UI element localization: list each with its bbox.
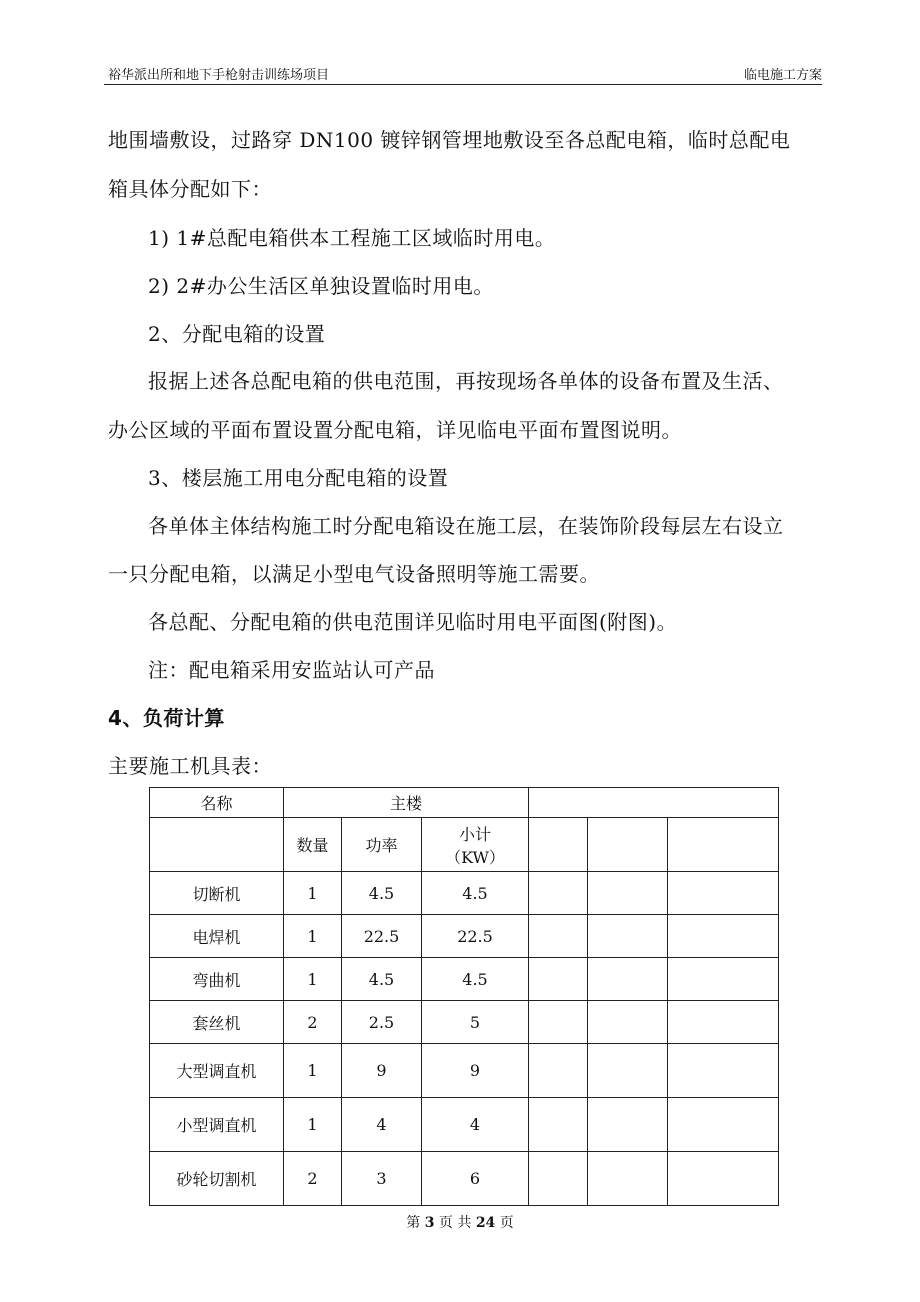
machine-quantity: 1 bbox=[284, 1098, 342, 1152]
machine-power: 4.5 bbox=[342, 958, 422, 1001]
machine-name: 砂轮切割机 bbox=[150, 1152, 284, 1206]
empty-cell bbox=[668, 872, 779, 915]
machine-power: 4 bbox=[342, 1098, 422, 1152]
empty-cell bbox=[588, 818, 668, 872]
header-divider bbox=[104, 84, 822, 85]
section-heading-3: 3、楼层施工用电分配电箱的设置 bbox=[148, 466, 449, 490]
section-heading-2: 2、分配电箱的设置 bbox=[148, 322, 326, 346]
page-footer bbox=[0, 1212, 920, 1232]
table-header-row-1 bbox=[150, 788, 779, 818]
table-row bbox=[150, 1001, 779, 1044]
machine-quantity: 2 bbox=[284, 1152, 342, 1206]
machine-quantity: 2 bbox=[284, 1001, 342, 1044]
machine-name: 套丝机 bbox=[150, 1001, 284, 1044]
paragraph-3-line-1: 各单体主体结构施工时分配电箱设在施工层，在装饰阶段每层左右设立 bbox=[148, 514, 784, 538]
empty-cell bbox=[668, 1152, 779, 1206]
paragraph-3-line-2: 一只分配电箱，以满足小型电气设备照明等施工需要。 bbox=[108, 562, 600, 586]
header-power: 功率 bbox=[342, 818, 422, 872]
header-quantity: 数量 bbox=[284, 818, 342, 872]
table-row bbox=[150, 1152, 779, 1206]
empty-cell bbox=[588, 1098, 668, 1152]
machine-table bbox=[149, 787, 779, 1206]
empty-cell bbox=[668, 818, 779, 872]
list-item-2: 2) 2#办公生活区单独设置临时用电。 bbox=[148, 274, 494, 298]
header-document-title: 临电施工方案 bbox=[743, 68, 822, 83]
table-row bbox=[150, 958, 779, 1001]
header-project-name: 裕华派出所和地下手枪射击训练场项目 bbox=[108, 68, 330, 83]
total-page-count: 24 bbox=[475, 1215, 496, 1231]
paragraph-2-line-1: 报据上述各总配电箱的供电范围，再按现场各单体的设备布置及生活、 bbox=[148, 369, 784, 393]
empty-cell bbox=[529, 818, 588, 872]
machine-subtotal: 6 bbox=[422, 1152, 529, 1206]
empty-cell bbox=[529, 872, 588, 915]
table-header-row-2 bbox=[150, 818, 779, 872]
empty-cell bbox=[668, 1001, 779, 1044]
machine-quantity: 1 bbox=[284, 1044, 342, 1098]
header-name: 名称 bbox=[150, 788, 284, 818]
machine-power: 2.5 bbox=[342, 1001, 422, 1044]
empty-cell bbox=[668, 1098, 779, 1152]
footer-gong: 共 bbox=[457, 1215, 472, 1231]
footer-di: 第 bbox=[406, 1215, 421, 1231]
empty-cell bbox=[529, 1001, 588, 1044]
paragraph-1-line-1: 地围墙敷设，过路穿 DN100 镀锌钢管埋地敷设至各总配电箱，临时总配电 bbox=[108, 128, 791, 152]
header-name-blank bbox=[150, 818, 284, 872]
machine-subtotal: 4 bbox=[422, 1098, 529, 1152]
table-row bbox=[150, 915, 779, 958]
machine-power: 3 bbox=[342, 1152, 422, 1206]
section-heading-4: 4、负荷计算 bbox=[108, 706, 225, 730]
machine-name: 切断机 bbox=[150, 872, 284, 915]
table-row bbox=[150, 1044, 779, 1098]
machine-quantity: 1 bbox=[284, 872, 342, 915]
header-subtotal bbox=[422, 818, 529, 872]
empty-cell bbox=[588, 958, 668, 1001]
machine-name: 小型调直机 bbox=[150, 1098, 284, 1152]
machine-quantity: 1 bbox=[284, 958, 342, 1001]
machine-quantity: 1 bbox=[284, 915, 342, 958]
paragraph-2-line-2: 办公区域的平面布置设置分配电箱，详见临电平面布置图说明。 bbox=[108, 418, 682, 442]
paragraph-1-line-2: 箱具体分配如下： bbox=[108, 177, 272, 201]
table-caption: 主要施工机具表： bbox=[108, 754, 272, 778]
empty-cell bbox=[588, 1152, 668, 1206]
empty-cell bbox=[668, 1044, 779, 1098]
header-main-building: 主楼 bbox=[284, 788, 529, 818]
empty-cell bbox=[588, 872, 668, 915]
header-subtotal-unit: （KW） bbox=[445, 847, 505, 867]
machine-name: 电焊机 bbox=[150, 915, 284, 958]
machine-subtotal: 4.5 bbox=[422, 872, 529, 915]
empty-cell bbox=[529, 1098, 588, 1152]
machine-name: 弯曲机 bbox=[150, 958, 284, 1001]
empty-cell bbox=[668, 915, 779, 958]
machine-subtotal: 9 bbox=[422, 1044, 529, 1098]
machine-power: 4.5 bbox=[342, 872, 422, 915]
empty-cell bbox=[529, 915, 588, 958]
machine-subtotal: 5 bbox=[422, 1001, 529, 1044]
table-row bbox=[150, 872, 779, 915]
footer-ye: 页 bbox=[499, 1215, 514, 1231]
machine-power: 22.5 bbox=[342, 915, 422, 958]
empty-cell bbox=[588, 1044, 668, 1098]
machine-subtotal: 4.5 bbox=[422, 958, 529, 1001]
empty-cell bbox=[529, 1044, 588, 1098]
machine-name: 大型调直机 bbox=[150, 1044, 284, 1098]
note: 注：配电箱采用安监站认可产品 bbox=[148, 658, 435, 682]
paragraph-4: 各总配、分配电箱的供电范围详见临时用电平面图(附图)。 bbox=[148, 610, 678, 634]
list-item-1: 1) 1#总配电箱供本工程施工区域临时用电。 bbox=[148, 226, 556, 250]
header-subtotal-label: 小计 bbox=[459, 824, 492, 844]
empty-cell bbox=[529, 1152, 588, 1206]
empty-cell bbox=[588, 1001, 668, 1044]
footer-ye: 页 bbox=[438, 1215, 453, 1231]
empty-cell bbox=[588, 915, 668, 958]
empty-cell bbox=[529, 958, 588, 1001]
header-empty-group bbox=[529, 788, 779, 818]
machine-subtotal: 22.5 bbox=[422, 915, 529, 958]
machine-power: 9 bbox=[342, 1044, 422, 1098]
table-row bbox=[150, 1098, 779, 1152]
empty-cell bbox=[668, 958, 779, 1001]
current-page-number: 3 bbox=[424, 1215, 435, 1231]
